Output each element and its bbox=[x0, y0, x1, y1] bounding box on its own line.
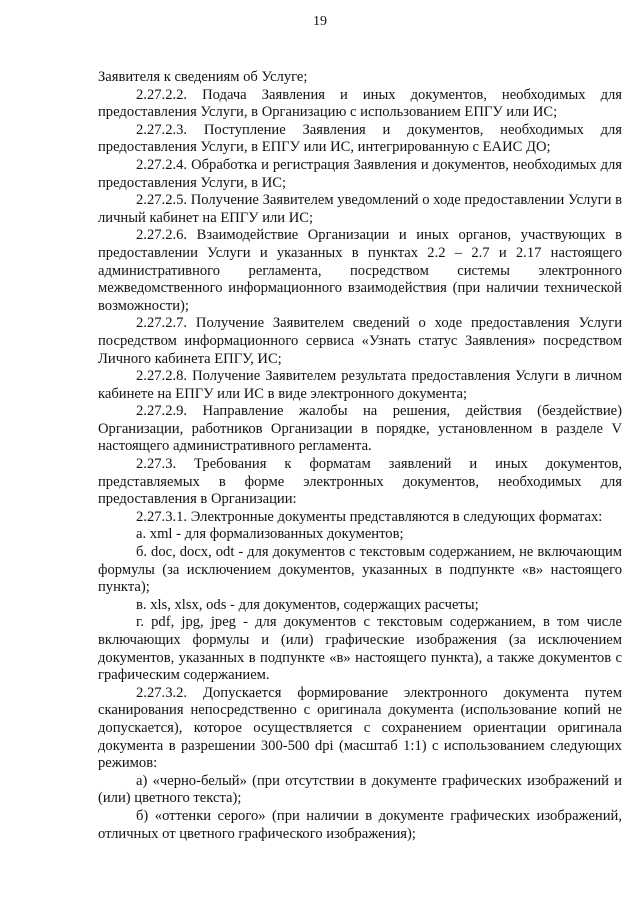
paragraph-2-27-2-9: 2.27.2.9. Направление жалобы на решения, действия (бездействие) Организации, работников Организации в порядке, установленном в разделе V настоящего административного регламента. bbox=[98, 403, 622, 455]
paragraph-2-27-2-7: 2.27.2.7. Получение Заявителем сведений о ходе предоставления Услуги посредством информационного сервиса «Узнать статус Заявления» посредством Личного кабинета ЕПГУ, ИС; bbox=[98, 315, 622, 367]
mode-item-a: а) «черно-белый» (при отсутствии в документе графических изображений и (или) цветного текста); bbox=[98, 772, 622, 807]
list-item-a: а. xml - для формализованных документов; bbox=[136, 526, 404, 543]
paragraph-2-27-3: 2.27.3. Требования к форматам заявлений и иных документов, представляемых в форме электронных документов, необходимых для предоставления в Организации: bbox=[98, 456, 622, 508]
paragraph-2-27-2-8: 2.27.2.8. Получение Заявителем результата предоставления Услуги в личном кабинете на ЕПГУ или ИС в виде электронного документа; bbox=[98, 368, 622, 402]
mode-item-b: б) «оттенки серого» (при наличии в документе графических изображений, отличных от цветного графического изображения); bbox=[98, 807, 622, 842]
paragraph-2-27-2-5: 2.27.2.5. Получение Заявителем уведомлений о ходе предоставлении Услуги в личный кабинет на ЕПГУ или ИС; bbox=[98, 192, 622, 226]
paragraph-continuation: Заявителя к сведениям об Услуге; bbox=[98, 69, 308, 85]
paragraph-2-27-2-2: 2.27.2.2. Подача Заявления и иных документов, необходимых для предоставления Услуги, в Организацию с использованием ЕПГУ или ИС; bbox=[98, 86, 622, 121]
list-item-b: б. doc, docx, odt - для документов с текстовым содержанием, не включающим формулы (за исключением документов, указанных в подпункте «в» настоящего пункта); bbox=[98, 544, 622, 596]
list-item-v: в. xls, xlsx, ods - для документов, содержащих расчеты; bbox=[136, 596, 479, 613]
paragraph-2-27-2-6: 2.27.2.6. Взаимодействие Организации и иных органов, участвующих в предоставлении Услуги и указанных в пунктах 2.2 – 2.7 и 2.17 настоящего административного регламента, посредством системы электронного межведомственного информационного взаимодействия (при наличии технической возможности); bbox=[98, 227, 622, 314]
document-body bbox=[98, 69, 622, 843]
paragraph-2-27-2-3: 2.27.2.3. Поступление Заявления и документов, необходимых для предоставления Услуги, в ЕПГУ или ИС, интегрированную с ЕАИС ДО; bbox=[98, 121, 622, 156]
page-number: 19 bbox=[313, 14, 327, 29]
paragraph-2-27-3-2: 2.27.3.2. Допускается формирование электронного документа путем сканирования непосредственно с оригинала документа (использование копий не допускается), которое осуществляется с сохранением ориентации оригинала документа в разрешении 300-500 dpi (масштаб 1:1) с использованием следующих режимов: bbox=[98, 684, 622, 772]
paragraph-2-27-3-1: 2.27.3.1. Электронные документы представляются в следующих форматах: bbox=[136, 508, 603, 525]
paragraph-2-27-2-4: 2.27.2.4. Обработка и регистрация Заявления и документов, необходимых для предоставления Услуги, в ИС; bbox=[98, 156, 622, 191]
list-item-g: г. pdf, jpg, jpeg - для документов с текстовым содержанием, в том числе включающих формулы и (или) графические изображения (за исключением документов, указанных в подпункте «в» настоящего пункта), а также документов с графическим содержанием. bbox=[98, 614, 622, 684]
